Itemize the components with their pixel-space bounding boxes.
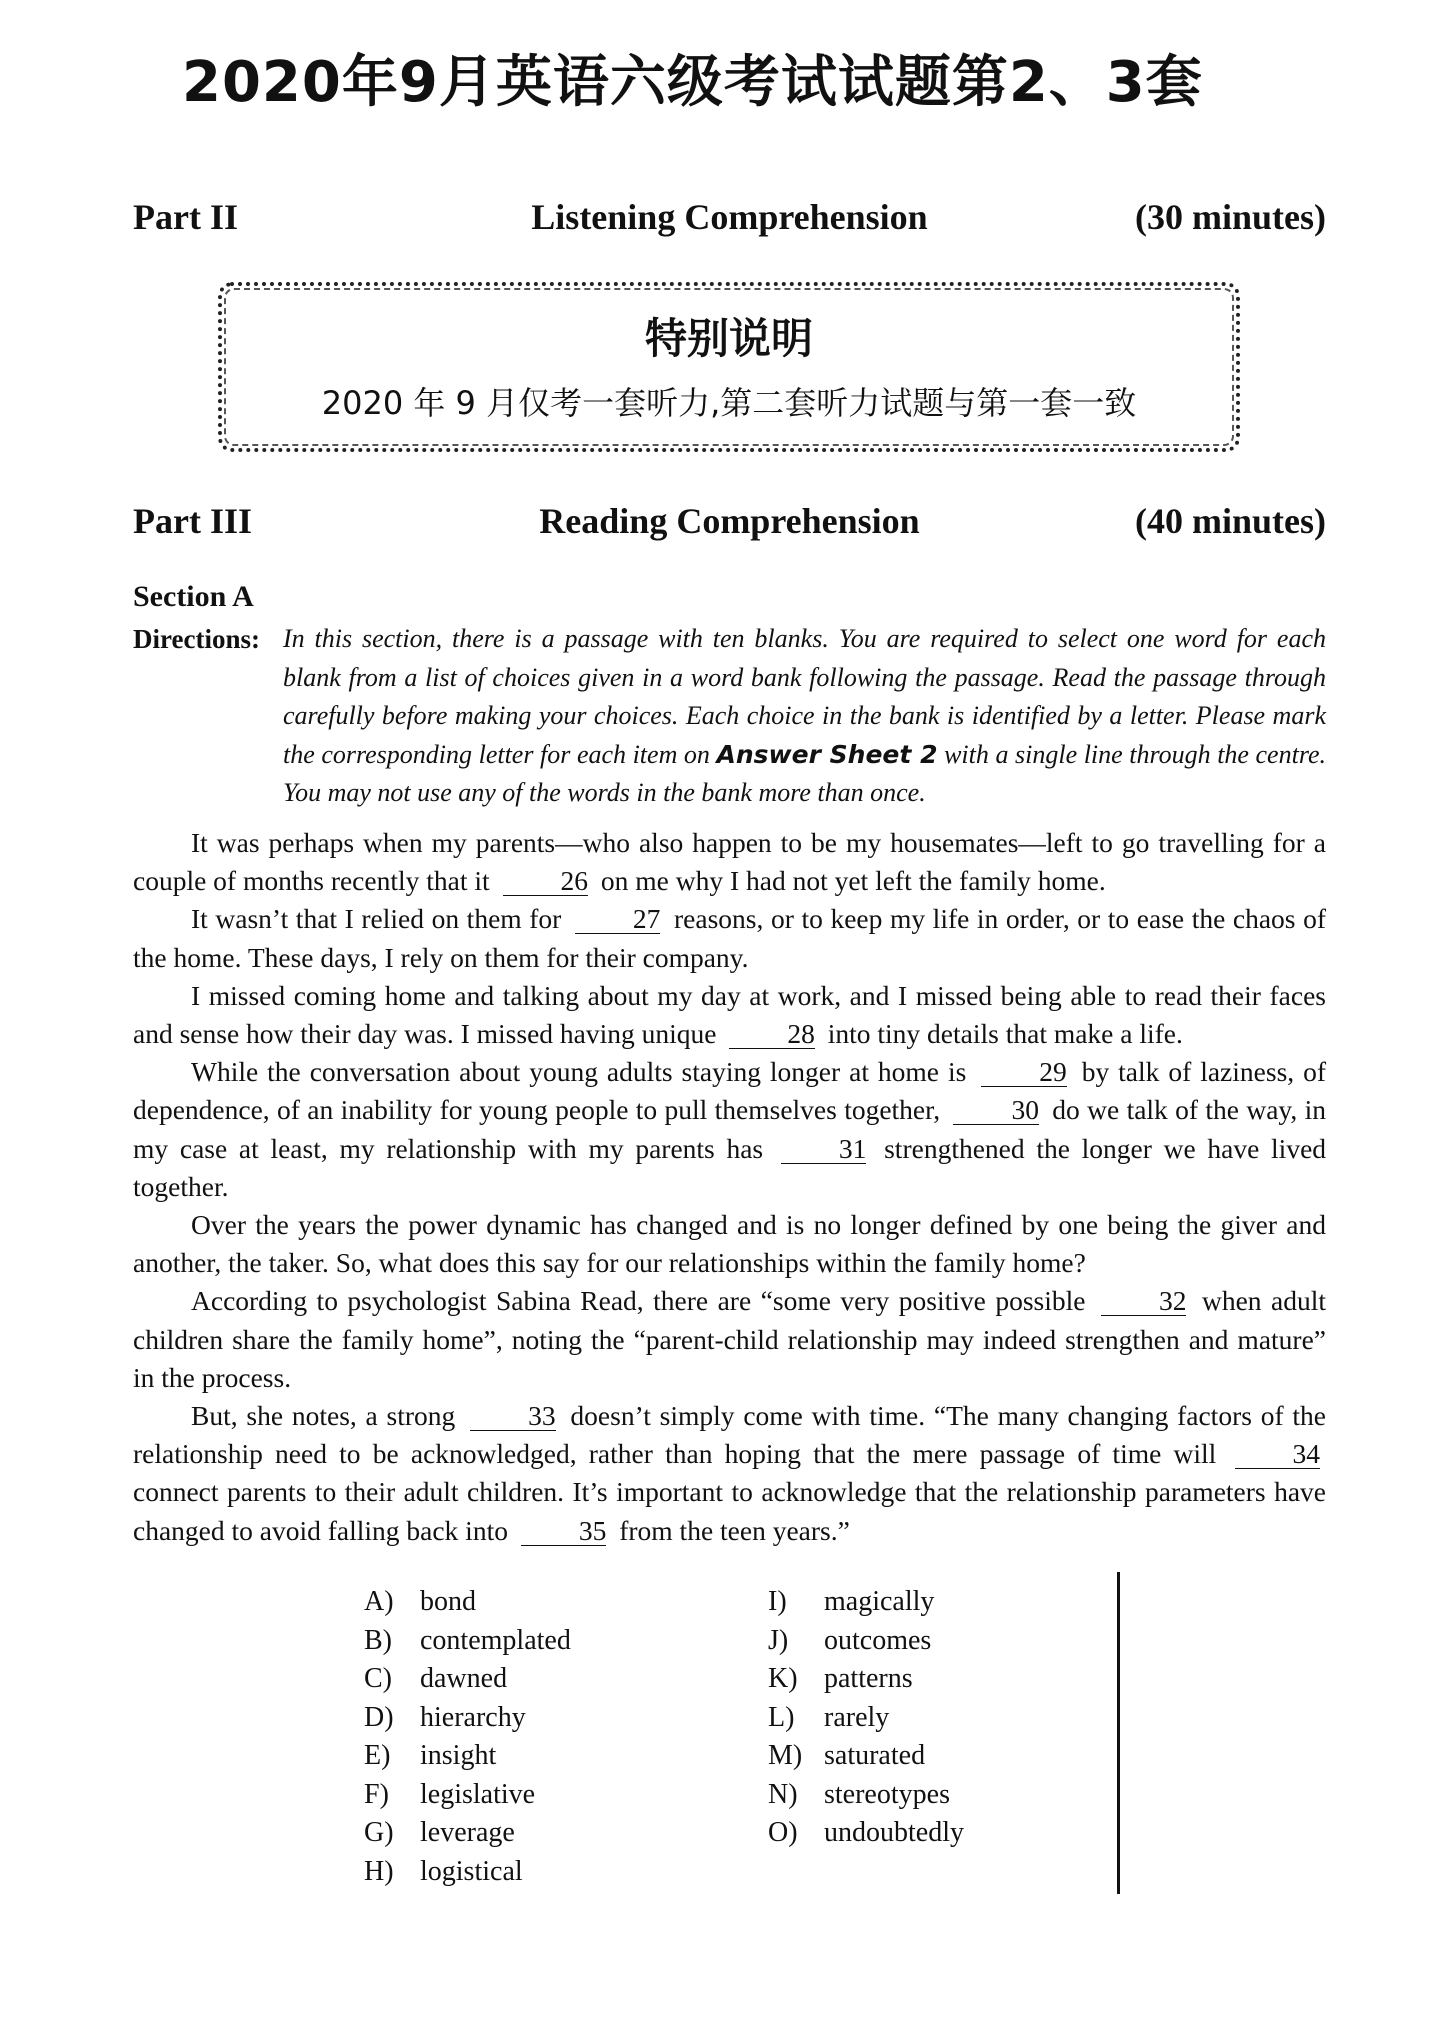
text-span: when adult children share the family home”, noting the “parent-child relationship may indeed strengthen and mature” in the process.: [133, 1285, 1327, 1393]
word-bank-divider: [1117, 1572, 1120, 1894]
part2-label: Part II: [133, 197, 238, 237]
choice-letter: M): [768, 1740, 803, 1771]
word-bank-item: [768, 1586, 964, 1625]
text-span: While the conversation about young adults staying longer at home is: [191, 1056, 967, 1088]
choice-word: logistical: [420, 1855, 523, 1887]
part3-label: Part III: [133, 501, 252, 541]
paragraph-6: [133, 1282, 1326, 1397]
choice-letter: K): [768, 1663, 798, 1694]
choice-letter: I): [768, 1586, 787, 1617]
choice-letter: C): [364, 1663, 392, 1694]
word-bank-item: [364, 1625, 571, 1664]
notice-heading: 特别说明: [644, 314, 813, 363]
blank-35: 35: [521, 1517, 607, 1546]
choice-word: undoubtedly: [824, 1817, 964, 1848]
blank-33: 33: [470, 1402, 556, 1431]
blank-30: 30: [953, 1096, 1039, 1125]
special-notice-box: [218, 282, 1240, 452]
choice-letter: G): [364, 1817, 394, 1848]
blank-34: 34: [1235, 1440, 1321, 1469]
choice-word: rarely: [824, 1701, 890, 1733]
directions-text-1: In this section, there is a passage with ten blanks. You are required to select one word for each blank from a list of choices given in a word bank following the passage. Read the passage through carefully before making your choices. Each choice in the bank is identified by a letter. Please mark the corresponding letter for each item on: [283, 624, 1326, 769]
word-bank-item: [364, 1702, 571, 1741]
choice-letter: L): [768, 1701, 795, 1733]
part2-title: Listening Comprehension: [531, 197, 928, 237]
choice-word: bond: [420, 1586, 476, 1617]
part2-header: [133, 196, 1326, 246]
word-bank-item: [768, 1625, 964, 1664]
directions-label: Directions:: [133, 624, 260, 654]
word-bank-item: [768, 1702, 964, 1741]
text-span: on me why I had not yet left the family home.: [600, 865, 1106, 897]
choice-word: stereotypes: [824, 1778, 950, 1810]
choice-word: legislative: [420, 1778, 536, 1810]
section-heading: Section A: [133, 580, 254, 613]
blank-31: 31: [781, 1135, 867, 1164]
text-span: According to psychologist Sabina Read, there are “some very positive possible: [191, 1285, 1086, 1317]
choice-word: magically: [824, 1586, 935, 1617]
part3-time: (40 minutes): [1135, 501, 1326, 541]
blank-29: 29: [981, 1058, 1067, 1087]
paragraph-3: [133, 977, 1326, 1053]
word-bank-item: [364, 1817, 571, 1856]
word-bank-item: [768, 1817, 964, 1856]
choice-word: dawned: [420, 1663, 508, 1694]
text-span: reasons, or to keep my life in order, or to ease the chaos of the home. These days, I rely on them for their company.: [133, 903, 1326, 973]
paragraph-1: [133, 824, 1326, 900]
paragraph-5: [133, 1206, 1326, 1282]
notice-text: 2020 年 9 月仅考一套听力,第二套听力试题与第一套一致: [321, 384, 1137, 422]
choice-word: patterns: [824, 1663, 913, 1694]
blank-32: 32: [1101, 1287, 1187, 1316]
word-bank-item: [364, 1586, 571, 1625]
choice-word: hierarchy: [420, 1701, 526, 1733]
paragraph-2: [133, 900, 1326, 976]
choice-word: contemplated: [420, 1624, 571, 1656]
word-bank-column-2: [768, 1586, 964, 1856]
choice-letter: F): [364, 1778, 389, 1810]
text-span: do we talk of the way, in my case at least, my relationship with my parents has: [133, 1094, 1327, 1164]
word-bank: [364, 1586, 1124, 1886]
text-span: into tiny details that make a life.: [827, 1018, 1183, 1050]
word-bank-item: [768, 1779, 964, 1818]
part3-header: [133, 500, 1326, 550]
text-span: doesn’t simply come with time. “The many changing factors of the relationship need to be acknowledged, rather than hoping that the mere passage of time will: [133, 1400, 1327, 1470]
choice-word: outcomes: [824, 1624, 932, 1656]
choice-letter: N): [768, 1778, 798, 1810]
choice-letter: J): [768, 1624, 789, 1656]
part3-title: Reading Comprehension: [539, 501, 920, 541]
choice-letter: D): [364, 1701, 394, 1733]
word-bank-item: [364, 1856, 571, 1895]
word-bank-item: [364, 1779, 571, 1818]
choice-letter: E): [364, 1740, 391, 1771]
document-title: 2020年9月英语六级考试试题第2、3套: [182, 50, 1203, 115]
text-span: But, she notes, a strong: [191, 1400, 456, 1432]
paragraph-7: [133, 1397, 1326, 1550]
text-span: by talk of laziness, of dependence, of an inability for young people to pull themselves together,: [133, 1056, 1326, 1126]
text-span: It was perhaps when my parents—who also happen to be my housemates—left to go travelling for a couple of months recently that it: [133, 827, 1326, 897]
word-bank-item: [768, 1663, 964, 1702]
text-span: connect parents to their adult children. It’s important to acknowledge that the relationship parameters have changed to avoid falling back into: [133, 1476, 1326, 1546]
reading-passage: [133, 824, 1326, 1550]
blank-27: 27: [575, 905, 661, 934]
blank-26: 26: [503, 867, 589, 896]
text-span: strengthened the longer we have lived together.: [133, 1132, 1327, 1202]
text-span: I missed coming home and talking about my day at work, and I missed being able to read their faces and sense how their day was. I missed having unique: [133, 979, 1326, 1050]
choice-letter: O): [768, 1817, 798, 1848]
part2-time: (30 minutes): [1135, 197, 1326, 237]
text-span: It wasn’t that I relied on them for: [191, 903, 562, 935]
choice-word: saturated: [824, 1740, 926, 1771]
choice-word: leverage: [420, 1817, 515, 1848]
choice-letter: A): [364, 1586, 394, 1617]
word-bank-item: [364, 1740, 571, 1779]
directions-text-2: with a single line through the centre. You may not use any of the words in the bank more than once.: [283, 739, 1327, 807]
directions: [133, 620, 1326, 813]
directions-body: [283, 620, 1326, 813]
word-bank-item: [364, 1663, 571, 1702]
word-bank-column-1: [364, 1586, 571, 1894]
text-span: Over the years the power dynamic has changed and is no longer defined by one being the giver and another, the taker. So, what does this say for our relationships within the family home?: [133, 1209, 1326, 1279]
text-span: from the teen years.”: [619, 1514, 850, 1546]
choice-letter: H): [364, 1855, 394, 1887]
paragraph-4: [133, 1053, 1326, 1206]
choice-letter: B): [364, 1624, 392, 1656]
choice-word: insight: [420, 1740, 497, 1771]
answer-sheet-ref: Answer Sheet 2: [716, 739, 938, 769]
word-bank-item: [768, 1740, 964, 1779]
blank-28: 28: [729, 1020, 815, 1049]
